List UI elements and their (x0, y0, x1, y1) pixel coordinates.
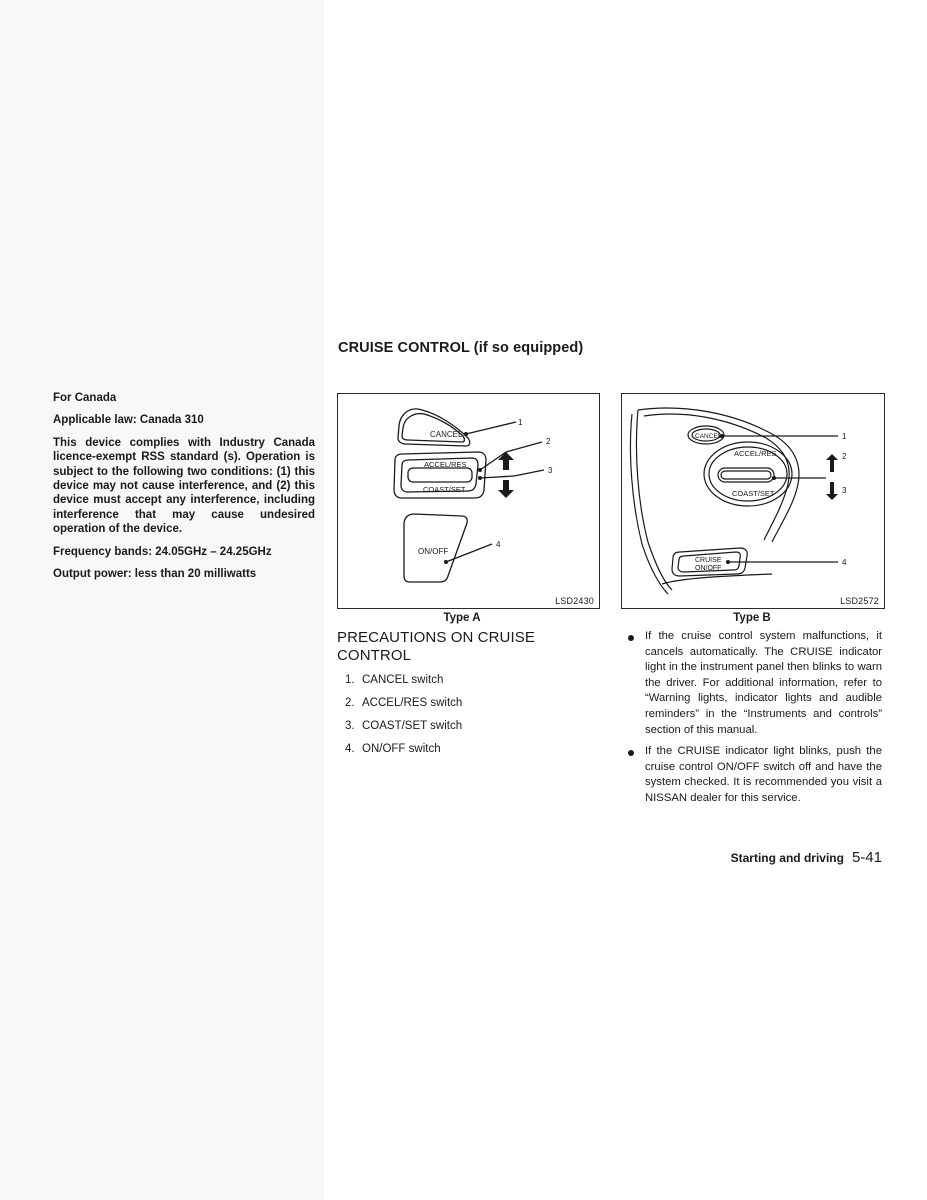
figure-type-a (337, 393, 600, 609)
footer-section-name: Starting and driving (730, 851, 844, 865)
fig-a-coast-label: COAST/SET (423, 485, 466, 494)
fig-b-callout-1: 1 (842, 432, 847, 441)
canada-compliance-block (53, 391, 315, 589)
list-item: 3. COAST/SET switch (345, 720, 463, 732)
left-margin-panel (0, 0, 324, 1200)
fig-b-onoff-label: ON/OFF (695, 565, 722, 572)
fig-a-callout-4: 4 (496, 540, 501, 549)
section-title: CRUISE CONTROL (if so equipped) (338, 340, 584, 356)
fig-a-callout-2: 2 (546, 437, 551, 446)
fig-b-callout-4: 4 (842, 558, 847, 567)
figure-b-caption: Type B (733, 612, 771, 624)
bullet-item: If the CRUISE indicator light blinks, push the cruise control ON/OFF switch off and have the system checked. It is recommended you visit a NISSAN dealer for this service. (626, 744, 882, 806)
list-item: 4. ON/OFF switch (345, 743, 441, 755)
fig-a-cancel-label: CANCEL (430, 430, 463, 439)
list-item: 2. ACCEL/RES switch (345, 697, 463, 709)
figure-a-code: LSD2430 (555, 596, 594, 606)
fig-a-onoff-label: ON/OFF (418, 547, 449, 556)
bullet-dot-icon (628, 750, 634, 756)
output-power: Output power: less than 20 milliwatts (53, 568, 257, 581)
compliance-statement: This device complies with Industry Canada licence-exempt RSS standard (s). Operation is subject to the following two conditions: (1) this device may not cause interference, and (2) this device must accept any interference, including interference that may cause undesired operation of the device. (53, 436, 315, 536)
type-b-steering-switch-illustration (622, 394, 884, 608)
fig-b-cruise-label: CRUISE (695, 557, 722, 564)
figure-type-b (621, 393, 885, 609)
page-number: 5-41 (851, 849, 882, 866)
figure-a-caption: Type A (443, 612, 481, 624)
fig-b-cancel-label: CANCEL (695, 433, 722, 440)
frequency-bands: Frequency bands: 24.05GHz – 24.25GHz (53, 545, 272, 558)
fig-b-callout-3: 3 (842, 486, 847, 495)
fig-b-coast-label: COAST/SET (732, 489, 775, 498)
bullet-dot-icon (628, 635, 634, 641)
applicable-law: Applicable law: Canada 310 (53, 414, 204, 427)
fig-a-callout-1: 1 (518, 418, 523, 427)
fig-a-callout-3: 3 (548, 466, 553, 475)
fig-b-callout-2: 2 (842, 452, 847, 461)
fig-a-accel-label: ACCEL/RES (424, 460, 467, 469)
page-footer (731, 849, 882, 866)
switch-list (345, 673, 462, 765)
fig-b-accel-label: ACCEL/RES (734, 449, 777, 458)
precaution-bullets (626, 629, 882, 813)
list-item: 1. CANCEL switch (345, 674, 444, 686)
canada-heading: For Canada (53, 392, 117, 404)
type-a-switch-illustration (338, 394, 599, 608)
figure-b-code: LSD2572 (840, 596, 879, 606)
bullet-item: If the cruise control system malfunctions, it cancels automatically. The CRUISE indicator light in the instrument panel then blinks to warn the driver. For additional information, refer to “Warning lights, indicator lights and audible reminders” in the “Instruments and controls” section of this manual. (626, 629, 882, 738)
precautions-heading: PRECAUTIONS ON CRUISE CONTROL (337, 629, 535, 664)
